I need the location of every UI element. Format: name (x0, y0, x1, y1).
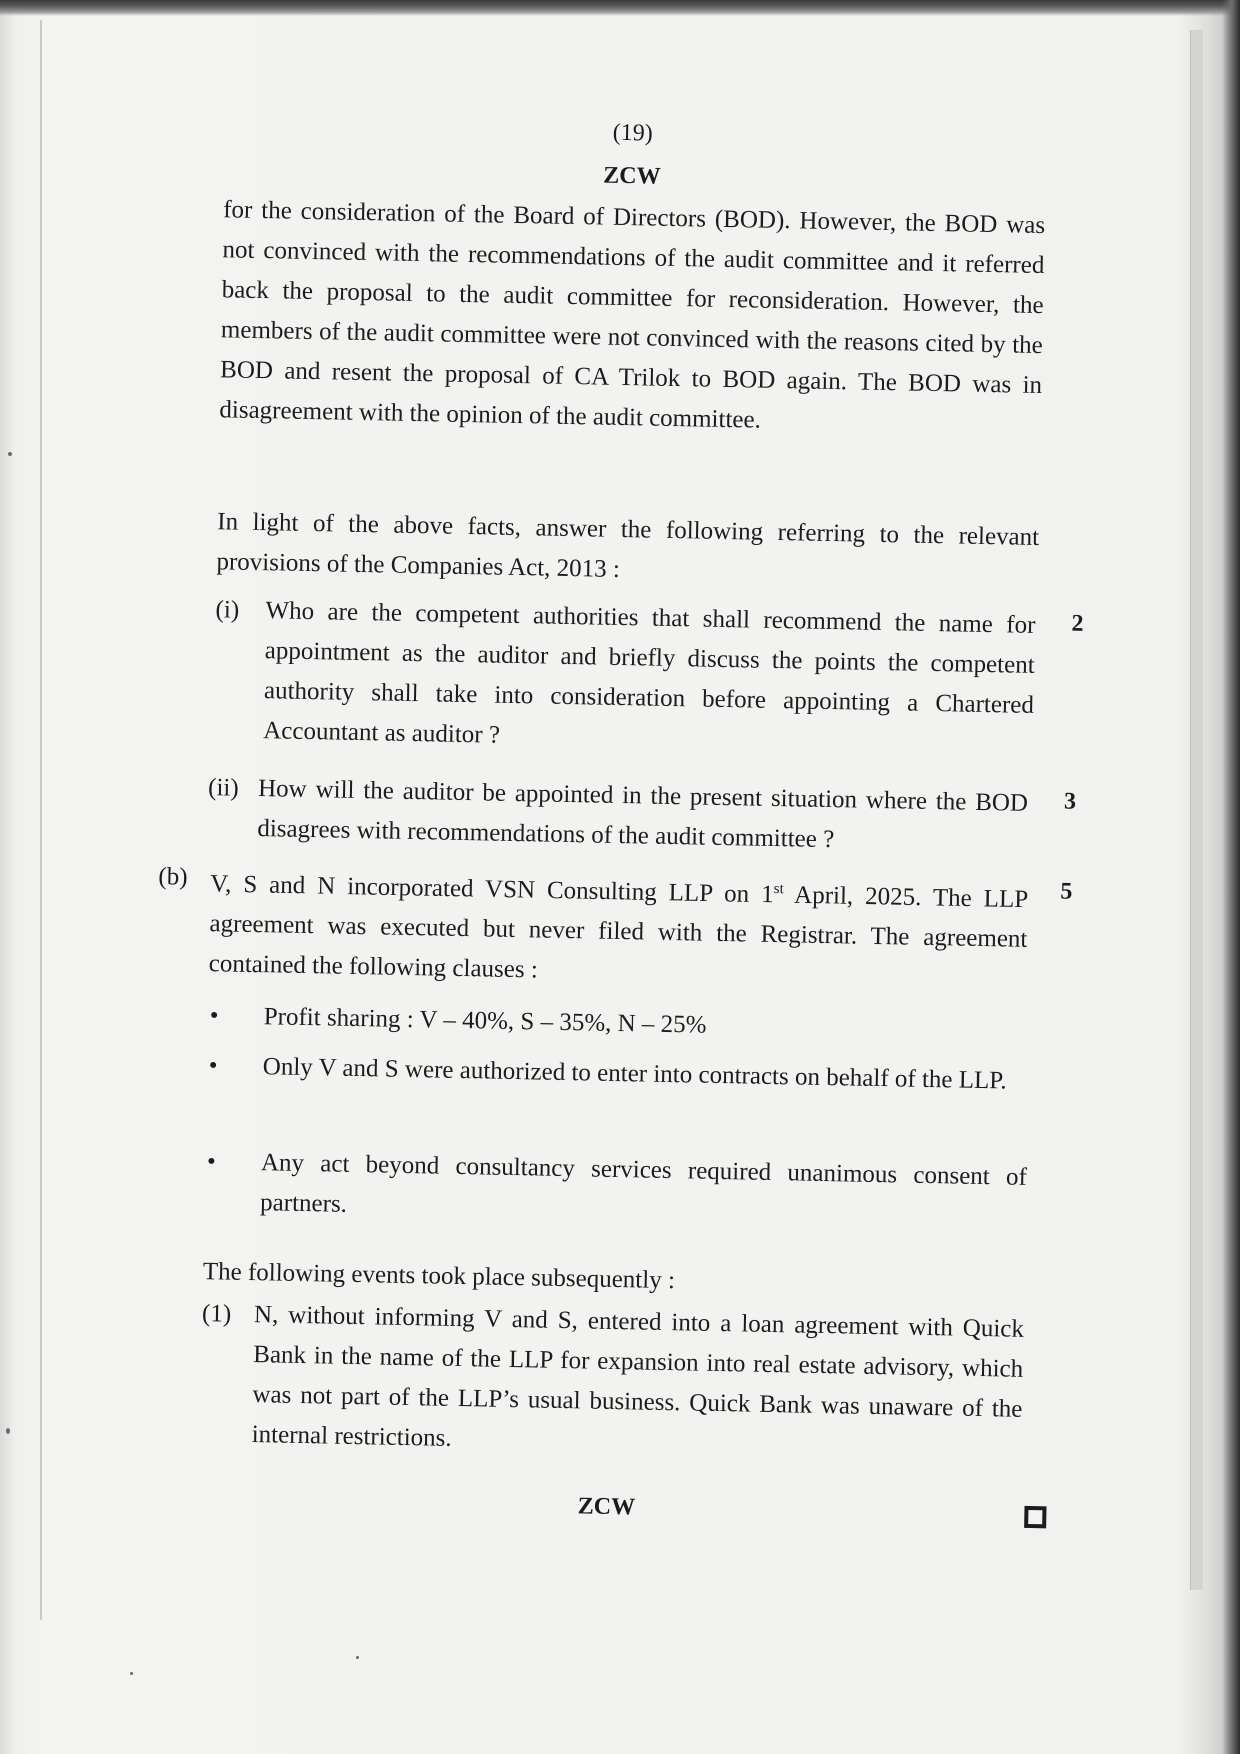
instruction-paragraph: In light of the above facts, answer the following referring to the relevant provisions of the Companies Act, 2013 : (216, 508, 1040, 583)
clause-unanimous-consent (206, 1142, 1027, 1238)
intro-paragraph: for the consideration of the Board of Directors (BOD). However, the BOD was not convinced with the recommendations of the audit committee and it referred back the proposal to the audit committee for reconsideration. However, the members of the audit committee were not convinced with the reasons cited by the BOD and resent the proposal of CA Trilok to BOD again. The BOD was in disagreement with the opinion of the audit committee. (219, 196, 1046, 434)
question-b-text-start: V, S and N incorporated VSN Consulting LLP on 1 (210, 870, 774, 909)
paper-code-header: ZCW (603, 162, 661, 190)
scan-speck (356, 1656, 359, 1659)
event-text: N, without informing V and S, entered into a loan agreement with Quick Bank in the name of the LLP for expansion into real estate advisory, which was not part of the LLP’s usual business. Quick Bank was unaware of the internal restrictions. (251, 1301, 1025, 1452)
scan-speck (6, 1428, 10, 1434)
clause-authorized-partners (208, 1046, 1029, 1142)
events-intro: The following events took place subsequently : (202, 1258, 676, 1295)
sub-question-ii (207, 768, 1109, 875)
bullet-dot: • (209, 1002, 219, 1030)
scan-speck (8, 452, 12, 456)
sub-question-label: (ii) (207, 774, 239, 802)
clause-text: Any act beyond consultancy services required unanimous consent of partners. (259, 1149, 1028, 1218)
corner-square-mark (1024, 1506, 1046, 1528)
superscript-st: st (773, 880, 784, 898)
question-b-label: (b) (158, 863, 188, 891)
marks-i: 2 (1071, 610, 1084, 637)
marks-ii: 3 (1063, 788, 1077, 815)
marks-b: 5 (1060, 878, 1073, 905)
clause-text: Only V and S were authorized to enter into contracts on behalf of the LLP. (262, 1053, 1007, 1095)
page-number: (19) (612, 119, 654, 147)
clause-text: Profit sharing : V – 40%, S – 35%, N – 25% (263, 1003, 707, 1039)
question-b-text (208, 858, 1028, 1000)
bullet-dot: • (206, 1148, 217, 1176)
event-1 (199, 1294, 1102, 1481)
bullet-dot: • (208, 1052, 218, 1080)
sub-question-text: Who are the competent authorities that shall recommend the name for appointment as the auditor and briefly discuss the points the competent authority shall take into consideration before appointing a Chartered Accountant as auditor ? (263, 597, 1036, 749)
sub-question-label: (i) (215, 596, 240, 624)
question-b-text-end: April, 2025. The LLP agreement was executed but never filed with the Registrar. The agreement contained the following clauses : (208, 881, 1029, 984)
scan-speck (130, 1672, 133, 1675)
sub-question-i (213, 590, 1116, 777)
event-label: (1) (201, 1300, 232, 1328)
clause-profit-sharing (209, 996, 1030, 1052)
sub-question-text: How will the auditor be appointed in the present situation where the BOD disagrees with recommendations of the audit committee ? (257, 775, 1029, 854)
question-b (157, 857, 1119, 995)
paper-code-footer: ZCW (577, 1493, 636, 1521)
